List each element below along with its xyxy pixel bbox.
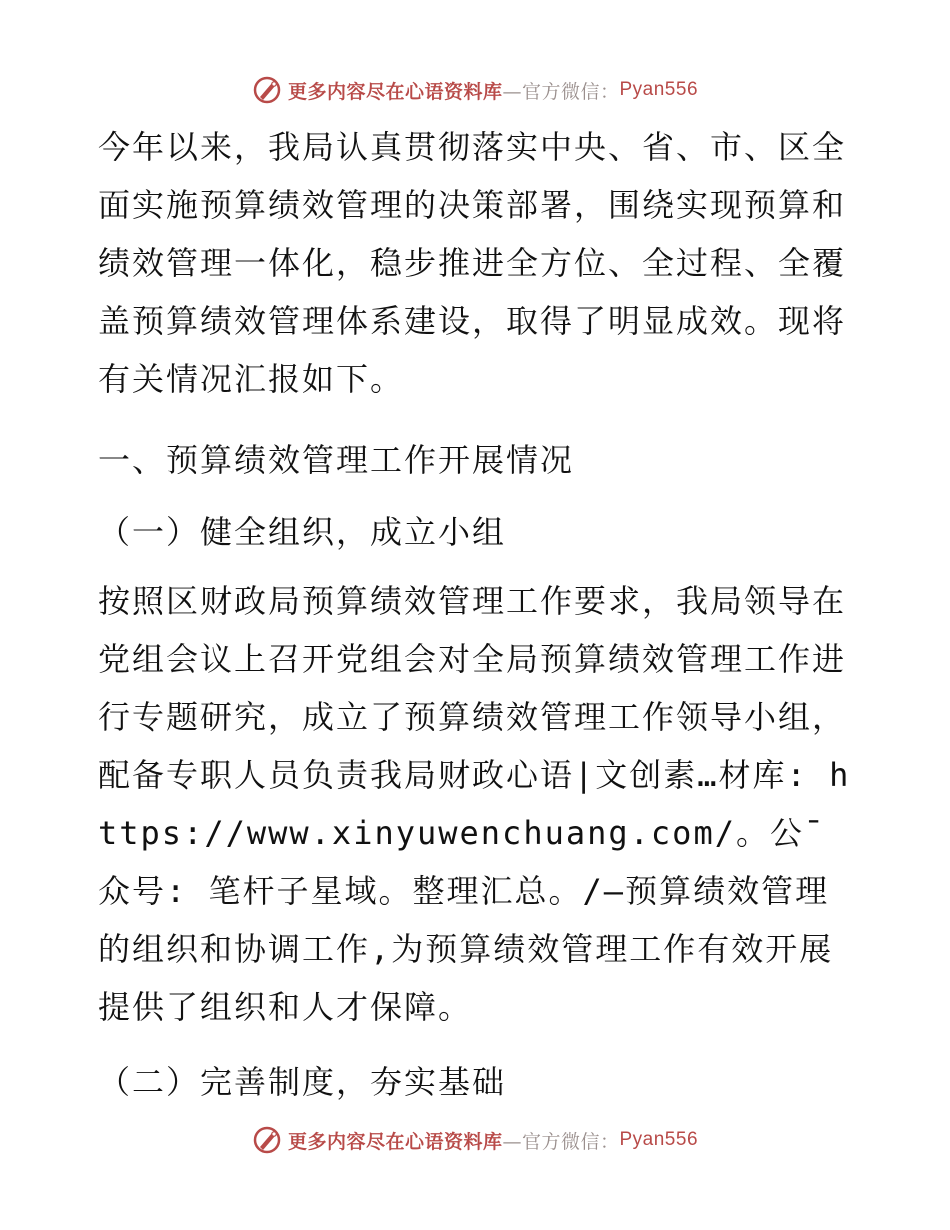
banner-wechat-id: Pyan556 [619,79,699,100]
banner-promo-text: 更多内容尽在心语资料库 [287,80,503,103]
banner-official-label: —官方微信： [502,1130,620,1153]
banner-official-label: —官方微信： [502,80,620,103]
header-banner [0,70,950,110]
subsection-heading-1: （一）健全组织，成立小组 [98,513,507,551]
pen-circle-logo-icon [252,1125,282,1155]
section-heading-1: 一、预算绩效管理工作开展情况 [98,441,575,479]
intro-paragraph: 今年以来，我局认真贯彻落实中央、省、市、区全面实施预算绩效管理的决策部署，围绕实现预算和绩效管理一体化，稳步推进全方位、全过程、全覆盖预算绩效管理体系建设，取得了明显成效。现将有关情况汇报如下。 [98,128,847,398]
banner-wechat-id: Pyan556 [619,1129,699,1150]
footer-banner [0,1120,950,1160]
banner-promo-text: 更多内容尽在心语资料库 [287,1130,503,1153]
organization-paragraph: 按照区财政局预算绩效管理工作要求，我局领导在党组会议上召开党组会对全局预算绩效管理工作进行专题研究，成立了预算绩效管理工作领导小组，配备专职人员负责我局财政心语|文创素…材库: https://www.xinyuwenchuang.com/。公¯众号: 笔杆子星域。整理汇总。/—预算绩效管理的组织和协调工作,为预算绩效管理工作有效开展提供了组织和人才保障。 [98,582,851,1026]
pen-circle-logo-icon [252,75,282,105]
subsection-heading-2: （二）完善制度，夯实基础 [98,1063,507,1101]
document-body [98,118,858,1114]
